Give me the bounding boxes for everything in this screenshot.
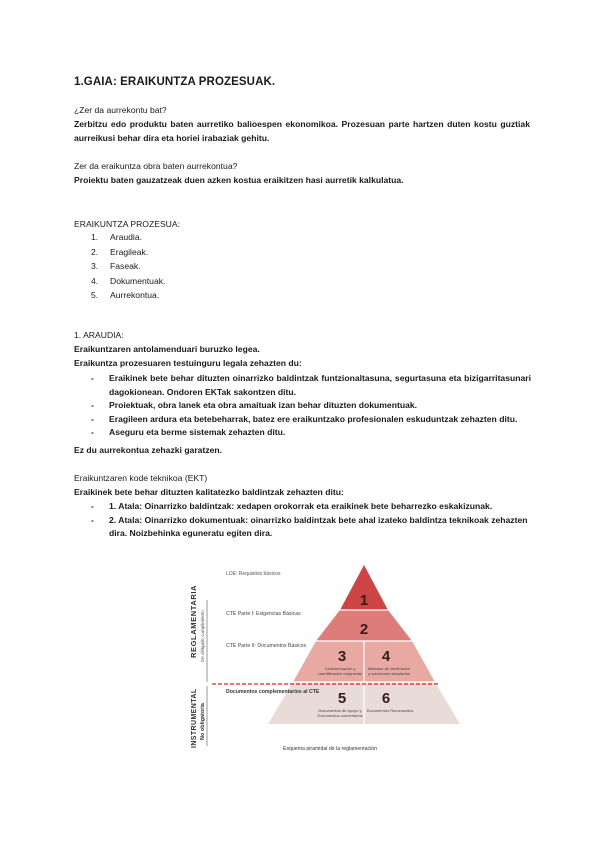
answer-2: Proiektu baten gauzatzeak duen azken kostua eraikitzen hasi aurretik kalkulatua.	[74, 175, 404, 185]
list-item: - Proiektuak, obra lanek eta obra amaituak izan behar dituzten dokumentuak.	[91, 400, 418, 410]
list-item: 4. Dokumentuak.	[91, 275, 166, 286]
tier-2-number: 2	[359, 621, 369, 638]
ekt-bullets	[91, 500, 531, 541]
side-label-instrumental: INSTRUMENTAL	[191, 688, 198, 748]
list-item: 3. Faseak.	[91, 261, 141, 271]
figure-caption: Esquema piramidal de la reglamentación	[282, 746, 378, 752]
page-title: 1.GAIA: ERAIKUNTZA PROZESUAK.	[74, 76, 276, 88]
tier-4-text-line-2: y soluciones aceptadas	[368, 671, 410, 676]
level-label-cte-part-2: CTE Parte II: Documentos Básicos	[226, 643, 307, 649]
level-label-loe: LOE: Requisitos básicos	[226, 571, 281, 577]
list-item: - 2. Atala: Oinarrizko dokumentuak: oinarrizko baldintzak bete ahal izateko baldintza teknikoak zehazten dira. Noizbehinka eguneratu egiten dira.	[91, 514, 528, 538]
answer-1: Zerbitzu edo produktu baten aurretiko balioespen ekonomikoa. Prozesuan parte hartzen duten kostu guztiak aurreikusi behar dira eta horiei irabaziak gehitu.	[74, 119, 530, 143]
tier-6-shape	[364, 682, 460, 724]
tier-3-number: 3	[337, 648, 347, 665]
list-item: 1. Araudia.	[91, 232, 143, 242]
side-label-reglamentaria-sub: De obligado cumplimiento	[200, 610, 205, 662]
side-label-instrumental-sub: No obligatoria	[200, 703, 206, 740]
tier-5-text-line-2: Documentos comentarios	[317, 713, 363, 718]
list-item: - Eraikinek bete behar dituzten oinarrizko baldintzak funtzionaltasuna, segurtasuna eta bizigarritasunari dagokionean. Ondoren EKTak sakontzen ditu.	[91, 373, 531, 397]
tier-4-text-line-1: Métodos de verificación	[367, 666, 411, 671]
araudia-note: Ez du aurrekontua zehazki garatzen.	[74, 445, 223, 455]
araudia-heading: 1. ARAUDIA:	[74, 330, 124, 340]
tier-5-text-line-1: Documentos de Apoyo y	[318, 708, 362, 713]
list-item: - Aseguru eta berme sistemak zehazten ditu.	[91, 427, 286, 437]
process-heading: ERAIKUNTZA PROZESUA:	[74, 219, 181, 229]
side-label-reglamentaria: REGLAMENTARIA	[189, 584, 198, 658]
ekt-line-1: Eraikinek bete behar dituzten kalitatezko baldintzak zehazten ditu:	[74, 487, 344, 497]
question-2: Zer da eraikuntza obra baten aurrekontua?	[74, 161, 238, 171]
tier-5-number: 5	[337, 690, 347, 707]
level-label-cte-part-1: CTE Parte I: Exigencias Básicas	[226, 611, 301, 617]
question-1: ¿Zer da aurrekontu bat?	[74, 105, 167, 115]
ekt-heading: Eraikuntzaren kode teknikoa (EKT)	[74, 473, 208, 483]
tier-6-number: 6	[381, 690, 391, 707]
list-item: 2. Eragileak.	[91, 246, 149, 257]
list-item: 5. Aurrekontua.	[91, 290, 160, 300]
process-list	[91, 230, 165, 303]
list-item: - Eragileen ardura eta betebeharrak, batez ere eraikuntzako profesionalen eskuduntzak zehazten ditu.	[91, 413, 518, 424]
araudia-bullets	[91, 372, 531, 440]
tier-6-text: Documentos Reconocidos	[366, 708, 414, 713]
tier-3-text-line-1: Caracterización y	[324, 666, 356, 671]
level-label-complementary: Documentos complementarios al CTE	[226, 689, 320, 695]
tier-1-number: 1	[359, 592, 369, 609]
pyramid-svg	[190, 560, 450, 760]
tier-4-number: 4	[381, 648, 391, 665]
tier-3-text-line-2: cuantificación exigencias	[317, 671, 363, 676]
araudia-line-1: Eraikuntzaren antolamenduari buruzko legea.	[74, 344, 260, 354]
regulation-pyramid-figure	[190, 560, 450, 760]
list-item: - 1. Atala: Oinarrizko baldintzak: xedapen orokorrak eta eraikinek bete beharrezko eskakizunak.	[91, 501, 493, 511]
araudia-line-2: Eraikuntza prozesuaren testuinguru legala zehazten du:	[74, 358, 302, 368]
